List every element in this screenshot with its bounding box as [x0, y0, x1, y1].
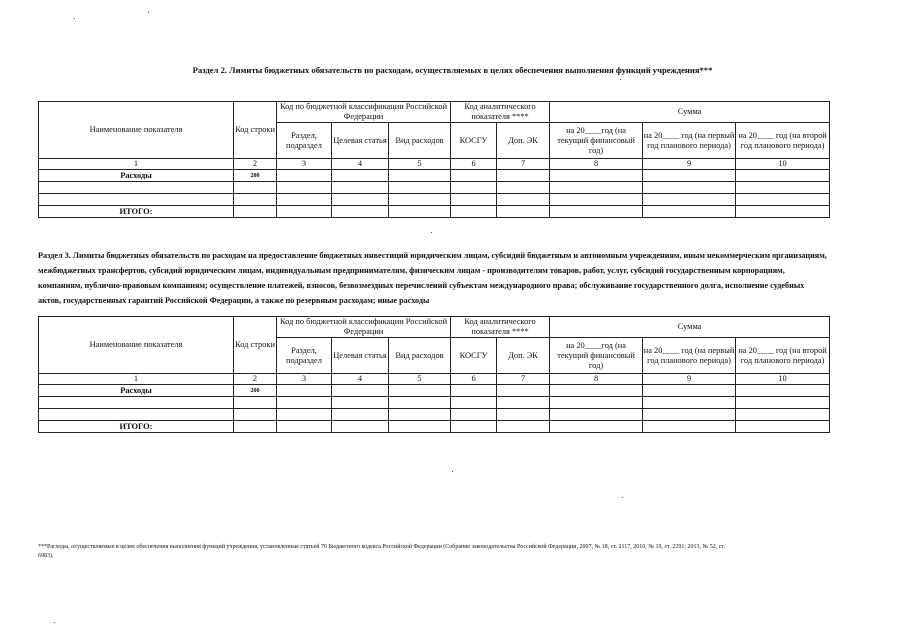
cell[interactable] — [497, 194, 550, 206]
cell[interactable] — [277, 385, 332, 397]
cell[interactable] — [451, 397, 497, 409]
cell[interactable] — [497, 182, 550, 194]
cell[interactable] — [277, 409, 332, 421]
cell[interactable] — [643, 409, 736, 421]
cell[interactable] — [643, 182, 736, 194]
header-section: Раздел, подраздел — [277, 338, 332, 374]
header-sum-group: Сумма — [550, 317, 830, 338]
cell[interactable] — [332, 170, 389, 182]
cell[interactable] — [277, 421, 332, 433]
cell[interactable] — [332, 206, 389, 218]
header-code: Код строки — [234, 317, 277, 374]
header-exp-type: Вид расходов — [389, 338, 451, 374]
cell[interactable] — [277, 170, 332, 182]
cell[interactable] — [332, 182, 389, 194]
scan-speck — [148, 12, 149, 13]
total-row — [39, 421, 830, 433]
cell[interactable] — [451, 206, 497, 218]
row-expenses-code: 200 — [234, 170, 277, 182]
cell[interactable] — [389, 397, 451, 409]
column-numbers-row — [39, 159, 830, 170]
header-code: Код строки — [234, 102, 277, 159]
cell[interactable] — [550, 182, 643, 194]
header-sum-current: на 20____год (на текущий финансовый год) — [550, 123, 643, 159]
cell[interactable] — [550, 385, 643, 397]
cell[interactable] — [234, 397, 277, 409]
table-row — [39, 409, 830, 421]
header-name: Наименование показателя — [39, 102, 234, 159]
scan-speck — [54, 622, 55, 623]
cell[interactable] — [643, 397, 736, 409]
cell[interactable] — [332, 194, 389, 206]
header-bk-group: Код по бюджетной классификации Российской Федерации — [277, 317, 451, 338]
col-num: 6 — [451, 159, 497, 170]
cell[interactable] — [389, 409, 451, 421]
col-num: 5 — [389, 374, 451, 385]
header-sum-second: на 20____ год (на второй год планового периода) — [736, 123, 830, 159]
col-num: 3 — [277, 159, 332, 170]
cell[interactable] — [389, 385, 451, 397]
cell[interactable] — [39, 409, 234, 421]
cell[interactable] — [643, 421, 736, 433]
header-analytic-group: Код аналитического показателя **** — [451, 102, 550, 123]
col-num: 4 — [332, 374, 389, 385]
header-name: Наименование показателя — [39, 317, 234, 374]
col-num: 10 — [736, 159, 830, 170]
header-article: Целевая статья — [332, 123, 389, 159]
col-num: 5 — [389, 159, 451, 170]
cell[interactable] — [451, 409, 497, 421]
scan-speck — [452, 471, 453, 472]
col-num: 3 — [277, 374, 332, 385]
col-num: 1 — [39, 374, 234, 385]
cell[interactable] — [39, 194, 234, 206]
cell[interactable] — [451, 182, 497, 194]
cell[interactable] — [643, 206, 736, 218]
section-2-table — [38, 101, 830, 218]
section-2-title: Раздел 2. Лимиты бюджетных обязательств по расходам, осуществляемых в целях обеспечения выполнения функций учреждения*** — [192, 65, 713, 75]
cell[interactable] — [736, 194, 830, 206]
col-num: 2 — [234, 374, 277, 385]
cell[interactable] — [39, 397, 234, 409]
cell[interactable] — [736, 206, 830, 218]
cell[interactable] — [550, 421, 643, 433]
table-row — [39, 385, 830, 397]
cell[interactable] — [234, 182, 277, 194]
header-bk-group: Код по бюджетной классификации Российской Федерации — [277, 102, 451, 123]
column-numbers-row — [39, 374, 830, 385]
cell[interactable] — [451, 170, 497, 182]
cell[interactable] — [736, 182, 830, 194]
cell[interactable] — [736, 385, 830, 397]
col-num: 8 — [550, 159, 643, 170]
section-3-table — [38, 316, 830, 433]
cell[interactable] — [497, 421, 550, 433]
scan-speck — [622, 497, 623, 498]
cell[interactable] — [497, 170, 550, 182]
table-row — [39, 170, 830, 182]
cell[interactable] — [736, 421, 830, 433]
col-num: 7 — [497, 159, 550, 170]
header-kosgu: КОСГУ — [451, 123, 497, 159]
header-kosgu: КОСГУ — [451, 338, 497, 374]
cell[interactable] — [550, 397, 643, 409]
table-row — [39, 194, 830, 206]
cell[interactable] — [234, 409, 277, 421]
cell[interactable] — [497, 385, 550, 397]
scan-speck — [620, 79, 621, 80]
cell[interactable] — [277, 194, 332, 206]
col-num: 6 — [451, 374, 497, 385]
cell[interactable] — [550, 170, 643, 182]
cell[interactable] — [332, 409, 389, 421]
row-expenses-code: 200 — [234, 385, 277, 397]
cell[interactable] — [550, 409, 643, 421]
header-section: Раздел, подраздел — [277, 123, 332, 159]
cell[interactable] — [277, 182, 332, 194]
col-num: 4 — [332, 159, 389, 170]
cell[interactable] — [39, 182, 234, 194]
total-row — [39, 206, 830, 218]
cell[interactable] — [332, 397, 389, 409]
cell[interactable] — [550, 194, 643, 206]
cell[interactable] — [497, 206, 550, 218]
cell[interactable] — [234, 206, 277, 218]
cell[interactable] — [389, 421, 451, 433]
header-dop-ek: Доп. ЭК — [497, 123, 550, 159]
header-sum-group: Сумма — [550, 102, 830, 123]
cell[interactable] — [277, 397, 332, 409]
col-num: 9 — [643, 159, 736, 170]
header-sum-first: на 20____ год (на первый год планового периода) — [643, 338, 736, 374]
cell[interactable] — [736, 409, 830, 421]
cell[interactable] — [389, 194, 451, 206]
table-row — [39, 397, 830, 409]
col-num: 7 — [497, 374, 550, 385]
col-num: 8 — [550, 374, 643, 385]
cell[interactable] — [643, 194, 736, 206]
cell[interactable] — [332, 421, 389, 433]
section-3-title: Раздел 3. Лимиты бюджетных обязательств по расходам на предоставление бюджетных инвестиций юридическим лицам, субсидий бюджетным и автономным учреждениям, иным некоммерческим организациям, межбюджетных трансфертов, субсидий юридическим лицам, индивидуальным предпринимателям, физическим лицам - производителям товаров, работ, услуг, субсидий государственным корпорациям, компаниям, публично-правовым компаниям; осуществление платежей, взносов, безвозмездных перечислений субъектам международного права; обслуживание государственного долга, исполнение судебных актов, государственных гарантий Российской Федерации, а также по резервным расходам; иные расходы — [38, 251, 827, 305]
cell[interactable] — [550, 206, 643, 218]
header-analytic-group: Код аналитического показателя **** — [451, 317, 550, 338]
cell[interactable] — [643, 385, 736, 397]
header-sum-first: на 20____ год (на первый год планового периода) — [643, 123, 736, 159]
cell[interactable] — [736, 397, 830, 409]
row-total-label: ИТОГО: — [39, 206, 234, 218]
row-expenses-label: Расходы — [39, 385, 234, 397]
cell[interactable] — [234, 421, 277, 433]
col-num: 2 — [234, 159, 277, 170]
row-expenses-label: Расходы — [39, 170, 234, 182]
cell[interactable] — [736, 170, 830, 182]
cell[interactable] — [451, 194, 497, 206]
scan-speck — [74, 18, 75, 19]
cell[interactable] — [389, 170, 451, 182]
col-num: 1 — [39, 159, 234, 170]
cell[interactable] — [332, 385, 389, 397]
cell[interactable] — [389, 206, 451, 218]
cell[interactable] — [389, 182, 451, 194]
scan-speck — [431, 232, 432, 233]
header-sum-second: на 20____ год (на второй год планового периода) — [736, 338, 830, 374]
header-article: Целевая статья — [332, 338, 389, 374]
col-num: 10 — [736, 374, 830, 385]
cell[interactable] — [451, 385, 497, 397]
header-exp-type: Вид расходов — [389, 123, 451, 159]
cell[interactable] — [277, 206, 332, 218]
cell[interactable] — [234, 194, 277, 206]
cell[interactable] — [497, 409, 550, 421]
cell[interactable] — [497, 397, 550, 409]
row-total-label: ИТОГО: — [39, 421, 234, 433]
footnote: ***Расходы, осуществляемые в целях обеспечения выполнения функций учреждения, установленные статьей 70 Бюджетного кодекса Российской Федерации (Собрание законодательства Российской Федерации, 2007, № 18, ст. 2117, 2010, № 19, ст. 2291; 2013, № 52, ст. 6983). — [38, 544, 726, 559]
header-dop-ek: Доп. ЭК — [497, 338, 550, 374]
cell[interactable] — [643, 170, 736, 182]
table-row — [39, 182, 830, 194]
cell[interactable] — [451, 421, 497, 433]
col-num: 9 — [643, 374, 736, 385]
header-sum-current: на 20____год (на текущий финансовый год) — [550, 338, 643, 374]
